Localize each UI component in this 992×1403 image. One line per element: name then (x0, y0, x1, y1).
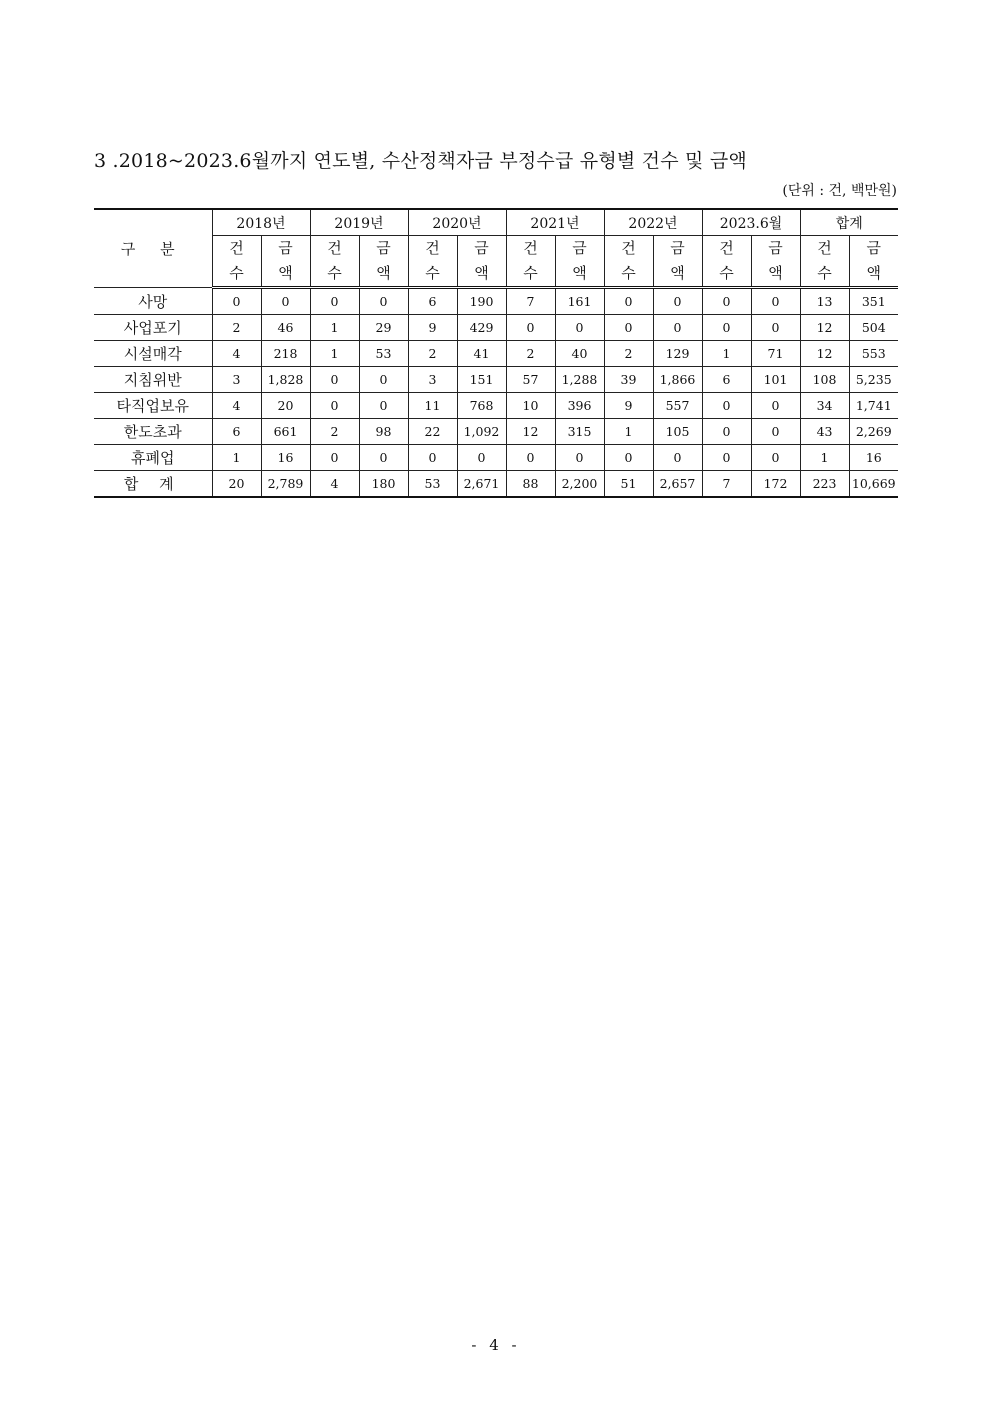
count-header (702, 236, 751, 288)
amount-cell: 2,657 (653, 471, 702, 498)
amount-cell: 504 (849, 315, 898, 341)
count-header (212, 236, 261, 288)
year-header: 합계 (800, 209, 898, 236)
count-cell: 0 (604, 315, 653, 341)
amount-cell: 661 (261, 419, 310, 445)
count-cell: 4 (212, 341, 261, 367)
amount-cell: 0 (751, 288, 800, 315)
row-label: 휴폐업 (94, 445, 212, 471)
count-cell: 0 (506, 445, 555, 471)
amount-header-char: 액 (376, 264, 391, 282)
amount-header-char: 액 (278, 264, 293, 282)
amount-header (457, 236, 506, 288)
amount-cell: 190 (457, 288, 506, 315)
amount-cell: 429 (457, 315, 506, 341)
amount-header-char: 액 (474, 264, 489, 282)
count-cell: 12 (800, 341, 849, 367)
year-header-row (94, 209, 898, 236)
count-cell: 9 (408, 315, 457, 341)
count-header (310, 236, 359, 288)
amount-cell: 0 (653, 315, 702, 341)
amount-cell: 16 (261, 445, 310, 471)
amount-cell: 161 (555, 288, 604, 315)
count-header-char: 수 (229, 264, 244, 282)
count-cell: 11 (408, 393, 457, 419)
amount-cell: 53 (359, 341, 408, 367)
amount-cell: 1,092 (457, 419, 506, 445)
count-cell: 0 (702, 419, 751, 445)
amount-cell: 41 (457, 341, 506, 367)
amount-cell: 29 (359, 315, 408, 341)
count-cell: 2 (604, 341, 653, 367)
count-header (408, 236, 457, 288)
count-cell: 1 (310, 341, 359, 367)
table-row (94, 288, 898, 315)
amount-cell: 1,866 (653, 367, 702, 393)
count-cell: 108 (800, 367, 849, 393)
amount-cell: 2,671 (457, 471, 506, 498)
amount-cell: 0 (359, 288, 408, 315)
count-cell: 0 (604, 288, 653, 315)
count-cell: 0 (310, 288, 359, 315)
amount-header-char: 금 (670, 239, 685, 257)
page-number: - 4 - (471, 1336, 521, 1354)
amount-cell: 2,200 (555, 471, 604, 498)
amount-cell: 129 (653, 341, 702, 367)
count-header-char: 수 (327, 264, 342, 282)
count-cell: 223 (800, 471, 849, 498)
count-cell: 0 (310, 445, 359, 471)
count-cell: 3 (212, 367, 261, 393)
count-cell: 34 (800, 393, 849, 419)
amount-header (751, 236, 800, 288)
count-cell: 7 (506, 288, 555, 315)
amount-cell: 98 (359, 419, 408, 445)
count-cell: 6 (212, 419, 261, 445)
count-cell: 7 (702, 471, 751, 498)
amount-cell: 46 (261, 315, 310, 341)
amount-cell: 218 (261, 341, 310, 367)
row-label: 시설매각 (94, 341, 212, 367)
amount-cell: 2,269 (849, 419, 898, 445)
year-header: 2023.6월 (702, 209, 800, 236)
count-header-char: 수 (425, 264, 440, 282)
count-header (506, 236, 555, 288)
amount-cell: 1,288 (555, 367, 604, 393)
count-cell: 0 (310, 367, 359, 393)
amount-cell: 553 (849, 341, 898, 367)
count-cell: 57 (506, 367, 555, 393)
amount-cell: 0 (751, 315, 800, 341)
count-cell: 43 (800, 419, 849, 445)
table-row (94, 315, 898, 341)
amount-cell: 0 (653, 288, 702, 315)
amount-header-char: 금 (278, 239, 293, 257)
amount-header-char: 액 (572, 264, 587, 282)
year-header: 2022년 (604, 209, 702, 236)
table-row (94, 341, 898, 367)
table-row (94, 393, 898, 419)
amount-cell: 0 (555, 445, 604, 471)
amount-cell: 0 (359, 445, 408, 471)
amount-header (653, 236, 702, 288)
count-cell: 3 (408, 367, 457, 393)
count-cell: 2 (408, 341, 457, 367)
amount-cell: 16 (849, 445, 898, 471)
amount-cell: 172 (751, 471, 800, 498)
amount-cell: 351 (849, 288, 898, 315)
amount-header-char: 액 (670, 264, 685, 282)
amount-cell: 0 (751, 445, 800, 471)
count-header-char: 건 (621, 239, 636, 257)
count-cell: 1 (800, 445, 849, 471)
count-cell: 9 (604, 393, 653, 419)
count-cell: 1 (702, 341, 751, 367)
amount-cell: 101 (751, 367, 800, 393)
count-cell: 0 (310, 393, 359, 419)
amount-cell: 768 (457, 393, 506, 419)
count-cell: 0 (702, 315, 751, 341)
row-label: 지침위반 (94, 367, 212, 393)
amount-header-char: 금 (572, 239, 587, 257)
amount-cell: 180 (359, 471, 408, 498)
count-header-char: 건 (327, 239, 342, 257)
year-header: 2020년 (408, 209, 506, 236)
count-header-char: 건 (425, 239, 440, 257)
count-cell: 0 (506, 315, 555, 341)
count-cell: 1 (604, 419, 653, 445)
amount-cell: 1,828 (261, 367, 310, 393)
count-cell: 6 (408, 288, 457, 315)
count-header (800, 236, 849, 288)
count-cell: 4 (212, 393, 261, 419)
table-row (94, 445, 898, 471)
amount-cell: 315 (555, 419, 604, 445)
count-header-char: 건 (817, 239, 832, 257)
amount-cell: 5,235 (849, 367, 898, 393)
count-header (604, 236, 653, 288)
amount-cell: 0 (457, 445, 506, 471)
amount-cell: 0 (261, 288, 310, 315)
sub-header-row (94, 236, 898, 288)
count-header-char: 수 (523, 264, 538, 282)
count-cell: 12 (506, 419, 555, 445)
amount-header-char: 액 (768, 264, 783, 282)
fraud-statistics-table (94, 208, 898, 498)
document-title: 3 .2018~2023.6월까지 연도별, 수산정책자금 부정수급 유형별 건수 및 금액 (94, 150, 747, 172)
amount-cell: 0 (555, 315, 604, 341)
amount-header-char: 금 (768, 239, 783, 257)
amount-header (261, 236, 310, 288)
count-cell: 53 (408, 471, 457, 498)
amount-cell: 1,741 (849, 393, 898, 419)
count-header-char: 건 (229, 239, 244, 257)
amount-header-char: 금 (866, 239, 882, 257)
count-cell: 0 (408, 445, 457, 471)
count-header-char: 건 (719, 239, 734, 257)
amount-header (555, 236, 604, 288)
count-cell: 4 (310, 471, 359, 498)
amount-cell: 10,669 (849, 471, 898, 498)
count-cell: 39 (604, 367, 653, 393)
count-cell: 13 (800, 288, 849, 315)
year-header: 2021년 (506, 209, 604, 236)
table-row (94, 419, 898, 445)
amount-cell: 105 (653, 419, 702, 445)
amount-cell: 0 (653, 445, 702, 471)
amount-cell: 557 (653, 393, 702, 419)
count-cell: 2 (310, 419, 359, 445)
amount-cell: 2,789 (261, 471, 310, 498)
row-label: 사업포기 (94, 315, 212, 341)
amount-header-char: 액 (866, 264, 882, 282)
year-header: 2018년 (212, 209, 310, 236)
amount-cell: 151 (457, 367, 506, 393)
count-cell: 0 (702, 445, 751, 471)
amount-header-char: 금 (376, 239, 391, 257)
count-cell: 2 (506, 341, 555, 367)
count-cell: 51 (604, 471, 653, 498)
unit-note: (단위 : 건, 백만원) (782, 183, 897, 199)
amount-cell: 20 (261, 393, 310, 419)
count-header-char: 수 (817, 264, 832, 282)
count-cell: 0 (604, 445, 653, 471)
amount-header (849, 236, 898, 288)
amount-cell: 0 (751, 419, 800, 445)
count-cell: 6 (702, 367, 751, 393)
count-cell: 0 (702, 288, 751, 315)
count-cell: 10 (506, 393, 555, 419)
amount-header (359, 236, 408, 288)
count-cell: 22 (408, 419, 457, 445)
amount-cell: 0 (359, 367, 408, 393)
row-label: 합 계 (94, 471, 212, 498)
table-body (94, 288, 898, 498)
count-header-char: 건 (523, 239, 538, 257)
count-cell: 12 (800, 315, 849, 341)
count-header-char: 수 (719, 264, 734, 282)
table-row (94, 367, 898, 393)
amount-cell: 396 (555, 393, 604, 419)
amount-cell: 0 (751, 393, 800, 419)
count-cell: 88 (506, 471, 555, 498)
amount-cell: 40 (555, 341, 604, 367)
count-cell: 0 (702, 393, 751, 419)
count-cell: 2 (212, 315, 261, 341)
row-label: 사망 (94, 288, 212, 315)
year-header: 2019년 (310, 209, 408, 236)
row-label: 타직업보유 (94, 393, 212, 419)
count-cell: 1 (310, 315, 359, 341)
amount-cell: 0 (359, 393, 408, 419)
total-row (94, 471, 898, 498)
row-label: 한도초과 (94, 419, 212, 445)
count-cell: 20 (212, 471, 261, 498)
count-cell: 0 (212, 288, 261, 315)
amount-cell: 71 (751, 341, 800, 367)
count-header-char: 수 (621, 264, 636, 282)
count-cell: 1 (212, 445, 261, 471)
amount-header-char: 금 (474, 239, 489, 257)
category-header: 구 분 (94, 209, 212, 288)
